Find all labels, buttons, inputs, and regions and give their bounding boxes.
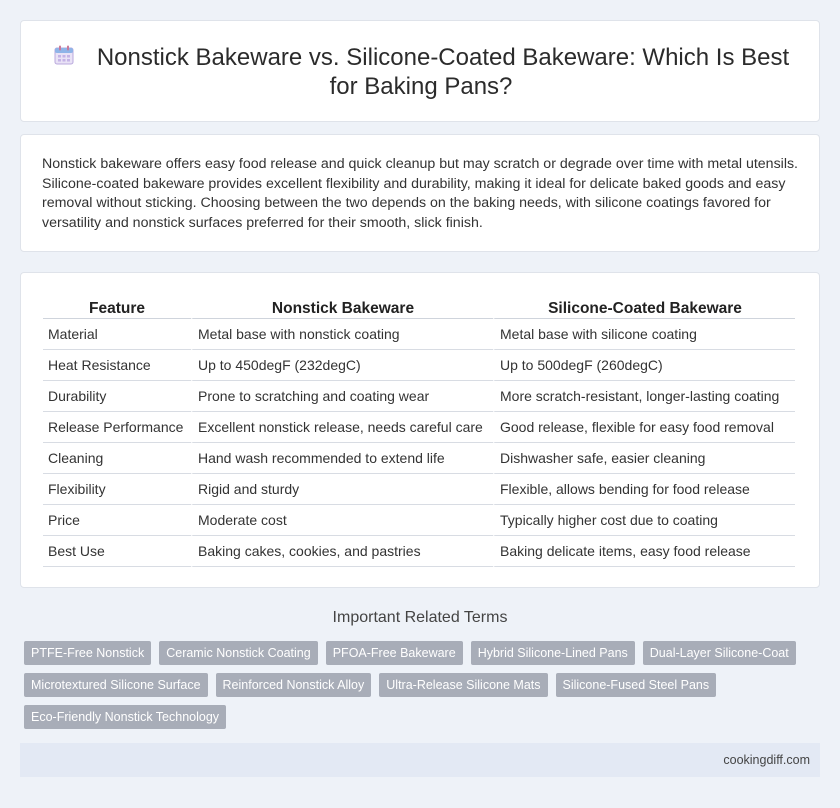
row-silicone: More scratch-resistant, longer-lasting coating <box>493 381 795 412</box>
row-nonstick: Prone to scratching and coating wear <box>191 381 493 412</box>
row-silicone: Typically higher cost due to coating <box>493 505 795 536</box>
related-term-tag[interactable]: Ceramic Nonstick Coating <box>159 641 318 665</box>
related-term-tag[interactable]: Reinforced Nonstick Alloy <box>216 673 372 697</box>
related-terms-list <box>24 641 804 729</box>
related-term-tag[interactable]: Silicone-Fused Steel Pans <box>556 673 717 697</box>
related-terms-heading: Important Related Terms <box>332 609 508 626</box>
table-row <box>43 474 795 505</box>
footer-site-link[interactable]: cookingdiff.com <box>723 753 810 767</box>
row-nonstick: Hand wash recommended to extend life <box>191 443 493 474</box>
row-silicone: Up to 500degF (260degC) <box>493 350 795 381</box>
related-term-tag[interactable]: Hybrid Silicone-Lined Pans <box>471 641 635 665</box>
row-silicone: Flexible, allows bending for food release <box>493 474 795 505</box>
row-silicone: Metal base with silicone coating <box>493 319 795 350</box>
header-silicone: Silicone-Coated Bakeware <box>493 297 795 319</box>
intro-card <box>20 134 820 252</box>
row-feature: Best Use <box>43 536 191 567</box>
row-feature: Cleaning <box>43 443 191 474</box>
comparison-table <box>43 297 795 567</box>
row-feature: Material <box>43 319 191 350</box>
related-term-tag[interactable]: Dual-Layer Silicone-Coat <box>643 641 796 665</box>
row-nonstick: Baking cakes, cookies, and pastries <box>191 536 493 567</box>
related-term-tag[interactable]: PTFE-Free Nonstick <box>24 641 151 665</box>
page-title: Nonstick Bakeware vs. Silicone-Coated Bakeware: Which Is Best for Baking Pans? <box>96 44 790 100</box>
row-feature: Release Performance <box>43 412 191 443</box>
table-row <box>43 319 795 350</box>
row-feature: Durability <box>43 381 191 412</box>
row-feature: Heat Resistance <box>43 350 191 381</box>
page-title-block <box>51 43 791 101</box>
comparison-card <box>20 272 820 588</box>
table-row <box>43 412 795 443</box>
row-nonstick: Rigid and sturdy <box>191 474 493 505</box>
row-nonstick: Excellent nonstick release, needs careful care <box>191 412 493 443</box>
table-row <box>43 350 795 381</box>
row-silicone: Good release, flexible for easy food removal <box>493 412 795 443</box>
header-feature: Feature <box>43 297 191 319</box>
row-nonstick: Moderate cost <box>191 505 493 536</box>
row-nonstick: Metal base with nonstick coating <box>191 319 493 350</box>
row-feature: Flexibility <box>43 474 191 505</box>
related-term-tag[interactable]: Ultra-Release Silicone Mats <box>379 673 547 697</box>
related-term-tag[interactable]: Eco-Friendly Nonstick Technology <box>24 705 226 729</box>
row-nonstick: Up to 450degF (232degC) <box>191 350 493 381</box>
related-term-tag[interactable]: Microtextured Silicone Surface <box>24 673 208 697</box>
intro-paragraph: Nonstick bakeware offers easy food release and quick cleanup but may scratch or degrade over time with metal utensils. Silicone-coated bakeware provides excellent flexibility and durability, making it ideal for delicate baked goods and easy removal without sticking. Choosing between the two depends on the baking needs, with silicone coatings favored for versatility and nonstick surfaces preferred for their smooth, slick finish. <box>42 156 799 231</box>
table-row <box>43 381 795 412</box>
related-term-tag[interactable]: PFOA-Free Bakeware <box>326 641 463 665</box>
calendar-icon <box>53 44 75 66</box>
table-row <box>43 536 795 567</box>
header-nonstick: Nonstick Bakeware <box>191 297 493 319</box>
table-row <box>43 443 795 474</box>
row-silicone: Baking delicate items, easy food release <box>493 536 795 567</box>
row-silicone: Dishwasher safe, easier cleaning <box>493 443 795 474</box>
title-card <box>20 20 820 122</box>
table-header-row <box>43 297 795 319</box>
table-row <box>43 505 795 536</box>
row-feature: Price <box>43 505 191 536</box>
footer <box>20 743 820 777</box>
